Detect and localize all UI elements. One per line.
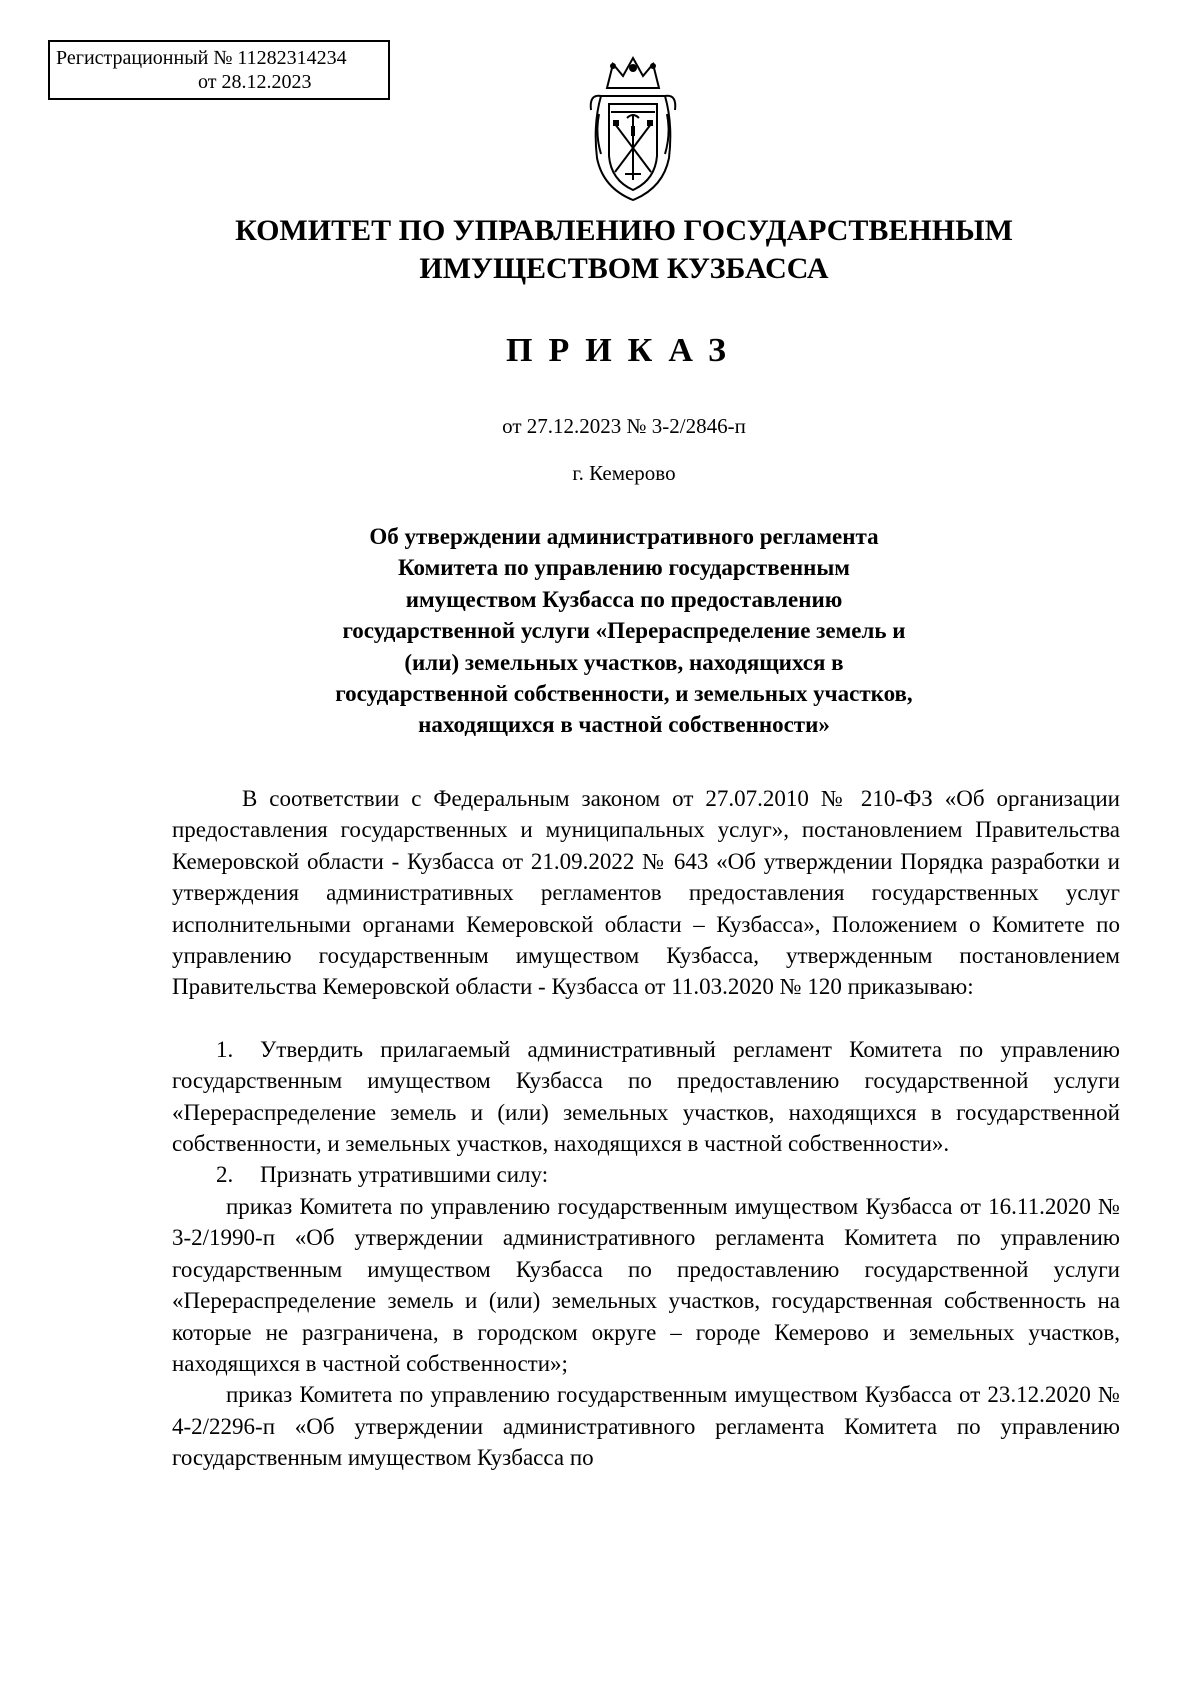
paragraph-gap	[172, 1003, 1120, 1034]
repealed-order-2: приказ Комитета по управлению государственным имуществом Кузбасса от 23.12.2020 № 4-2/2296-п «Об утверждении административного регламента Комитета по управлению государственным имуществом Кузбасса по	[172, 1382, 1120, 1471]
order-item-2	[172, 1159, 1120, 1190]
subject-line: находящихся в частной собственности»	[418, 712, 830, 738]
subject-line: государственной собственности, и земельных участков,	[335, 681, 913, 707]
subject-line: Комитета по управлению государственным	[398, 555, 850, 581]
order-city: г. Кемерово	[572, 461, 676, 485]
order-item-1-text: Утвердить прилагаемый административный регламент Комитета по управлению государственным имуществом Кузбасса по предоставлению государственной услуги «Перераспределение земель и (или) земельных участков, находящихся в государственной собственности, и земельных участков, находящихся в частной собственности».	[172, 1036, 1120, 1157]
organization-title-line1: КОМИТЕТ ПО УПРАВЛЕНИЮ ГОСУДАРСТВЕННЫМ	[235, 214, 1013, 247]
subject-line: (или) земельных участков, находящихся в	[404, 649, 844, 675]
order-body	[172, 783, 1120, 1474]
subject-line: государственной услуги «Перераспределение земель и	[342, 618, 906, 644]
order-date-number: от 27.12.2023 № 3-2/2846-п	[502, 414, 746, 438]
registration-number: Регистрационный № 11282314234	[56, 47, 347, 69]
order-item-1	[172, 1034, 1120, 1160]
subject-line: Об утверждении административного регламента	[369, 524, 879, 549]
registration-stamp	[48, 40, 390, 100]
order-item-2-text: Признать утратившими силу:	[260, 1162, 549, 1188]
organization-title-line2: ИМУЩЕСТВОМ КУЗБАССА	[419, 252, 829, 285]
organization-title	[0, 212, 1200, 288]
document-type-title: ПРИКАЗ	[506, 332, 742, 369]
order-item-1-number: 1.	[216, 1036, 234, 1062]
preamble-paragraph: В соответствии с Федеральным законом от 27.07.2010 № 210-ФЗ «Об организации предоставления государственных и муниципальных услуг», постановлением Правительства Кемеровской области - Кузбасса от 21.09.2022 № 643 «Об утверждении Порядка разработки и утверждения административных регламентов предоставления государственных услуг исполнительными органами Кемеровской области – Кузбасса», Положением о Комитете по управлению государственным имуществом Кузбасса, утвержденным постановлением Правительства Кемеровской области - Кузбасса от 11.03.2020 № 120 приказываю:	[172, 786, 1120, 1000]
order-item-2-number: 2.	[216, 1162, 234, 1188]
repealed-order-1: приказ Комитета по управлению государственным имуществом Кузбасса от 16.11.2020 № 3-2/1990-п «Об утверждении административного регламента Комитета по управлению государственным имуществом Кузбасса по предоставлению государственной услуги «Перераспределение земель и (или) земельных участков, государственная собственность на которые не разграничена, в городском округе – городе Кемерово и земельных участков, находящихся в частной собственности»;	[172, 1193, 1120, 1376]
order-subject	[0, 521, 1200, 741]
kuzbass-coat-of-arms-icon	[587, 54, 679, 204]
registration-date: от 28.12.2023	[198, 71, 312, 93]
subject-line: имуществом Кузбасса по предоставлению	[405, 586, 843, 612]
